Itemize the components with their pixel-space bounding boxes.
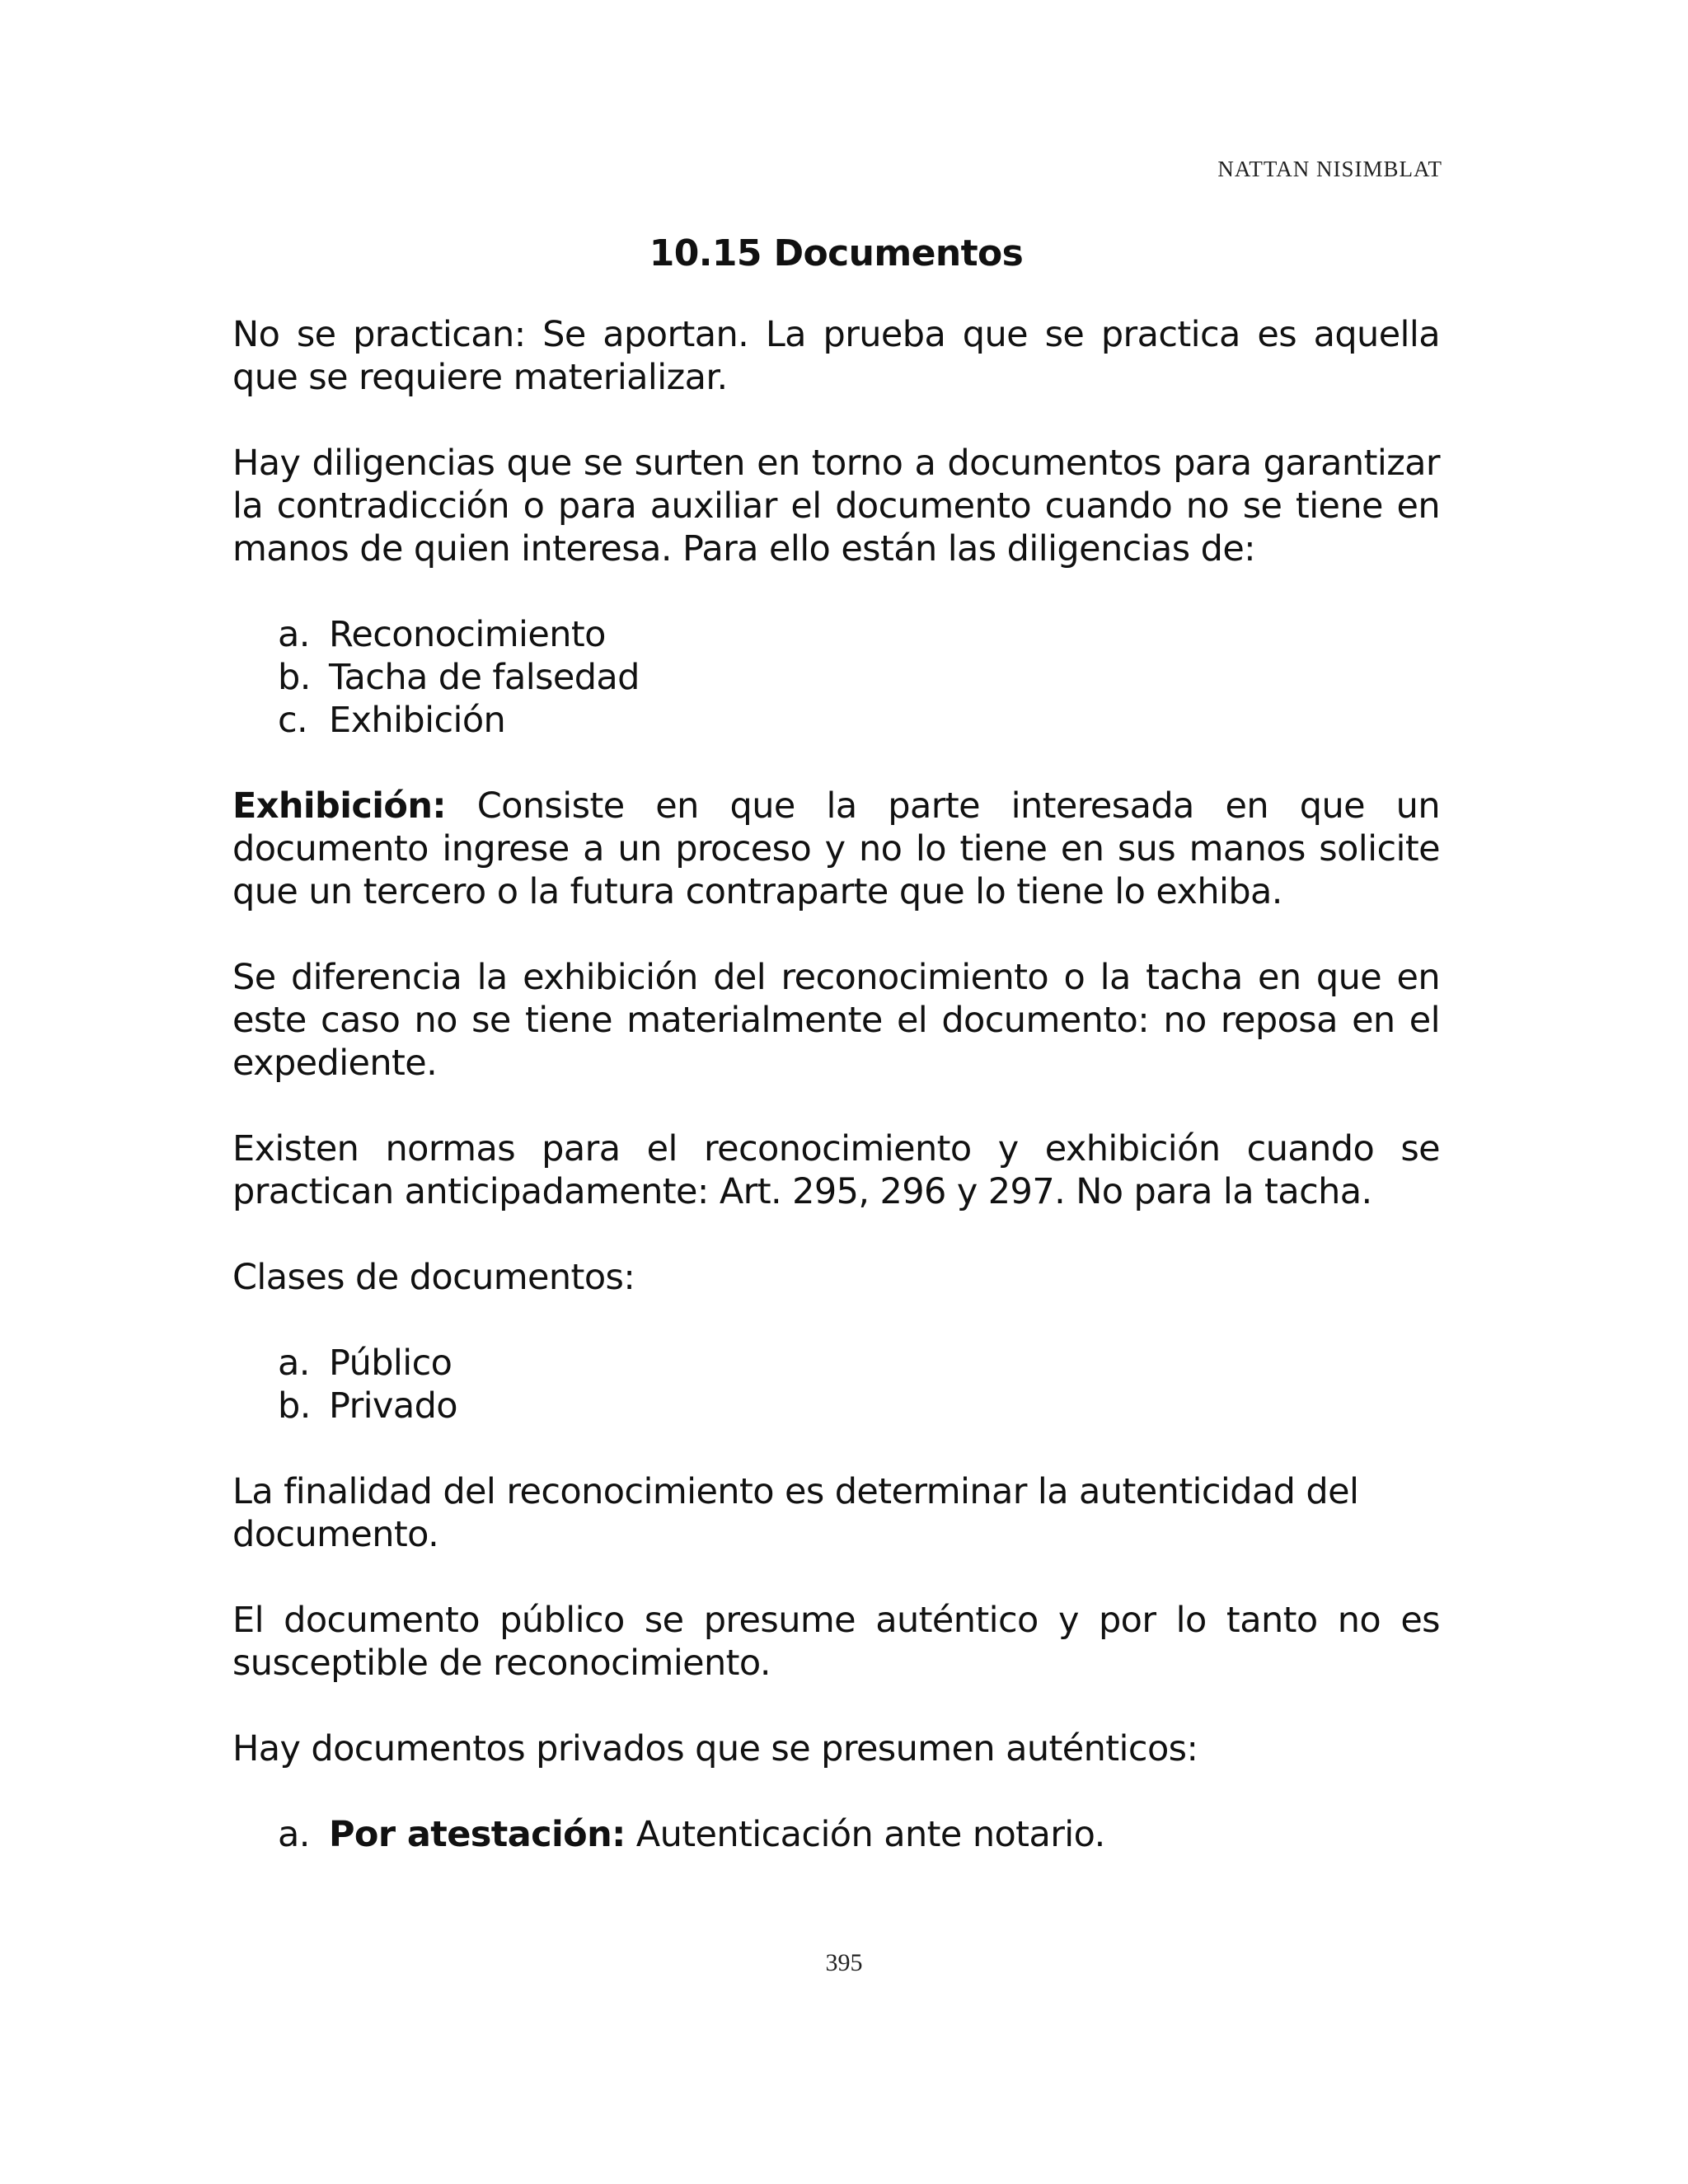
definition-exhibicion: Consiste en que la parte interesada en que un documento ingrese a un proceso y no lo tiene en sus manos solicite que un tercero o la futura contraparte que lo tiene lo exhiba. bbox=[232, 785, 1440, 912]
term-exhibicion: Exhibición: bbox=[232, 785, 446, 827]
list-item-text: Público bbox=[329, 1343, 452, 1384]
paragraph-exhibicion bbox=[232, 785, 1440, 913]
paragraph-finalidad: La finalidad del reconocimiento es determinar la autenticidad del documento. bbox=[232, 1471, 1359, 1555]
list-item bbox=[232, 656, 1440, 699]
paragraph-privados: Hay documentos privados que se presumen auténticos: bbox=[232, 1728, 1198, 1769]
list-item bbox=[232, 1342, 1440, 1385]
page-body bbox=[232, 232, 1440, 1899]
list-diligencias bbox=[232, 613, 1440, 742]
list-item-text: Exhibición bbox=[329, 700, 506, 741]
paragraph-normas: Existen normas para el reconocimiento y exhibición cuando se practican anticipadamente: Art. 295, 296 y 297. No para la tacha. bbox=[232, 1128, 1440, 1212]
paragraph-diferencia: Se diferencia la exhibición del reconocimiento o la tacha en que en este caso no se tiene materialmente el documento: no reposa en el expediente. bbox=[232, 957, 1440, 1084]
section-title: 10.15 Documentos bbox=[649, 232, 1024, 274]
page-number: 395 bbox=[825, 1949, 863, 1976]
list-marker: c. bbox=[278, 700, 308, 741]
list-item-text: Tacha de falsedad bbox=[329, 657, 640, 698]
list-item-text: Reconocimiento bbox=[329, 614, 606, 655]
list-privados bbox=[232, 1813, 1440, 1856]
list-item bbox=[232, 699, 1440, 742]
list-marker: a. bbox=[278, 1343, 310, 1384]
list-item bbox=[232, 1385, 1440, 1427]
paragraph-diligencias: Hay diligencias que se surten en torno a documentos para garantizar la contradicción o para auxiliar el documento cuando no se tiene en manos de quien interesa. Para ello están las diligencias de: bbox=[232, 443, 1440, 569]
running-header-author: NATTAN NISIMBLAT bbox=[1217, 157, 1442, 181]
paragraph-publico: El documento público se presume auténtico y por lo tanto no es susceptible de reconocimiento. bbox=[232, 1600, 1440, 1684]
list-marker: a. bbox=[278, 1814, 310, 1855]
definition-atestacion: Autenticación ante notario. bbox=[625, 1814, 1105, 1855]
list-marker: b. bbox=[278, 657, 311, 698]
list-marker: a. bbox=[278, 614, 310, 655]
term-atestacion: Por atestación: bbox=[329, 1814, 626, 1855]
list-marker: b. bbox=[278, 1385, 311, 1427]
paragraph-intro: No se practican: Se aportan. La prueba que se practica es aquella que se requiere materializar. bbox=[232, 314, 1440, 398]
list-item bbox=[232, 613, 1440, 656]
list-item bbox=[232, 1813, 1440, 1856]
list-item-text: Privado bbox=[329, 1385, 458, 1427]
list-clases bbox=[232, 1342, 1440, 1427]
paragraph-clases: Clases de documentos: bbox=[232, 1257, 635, 1298]
